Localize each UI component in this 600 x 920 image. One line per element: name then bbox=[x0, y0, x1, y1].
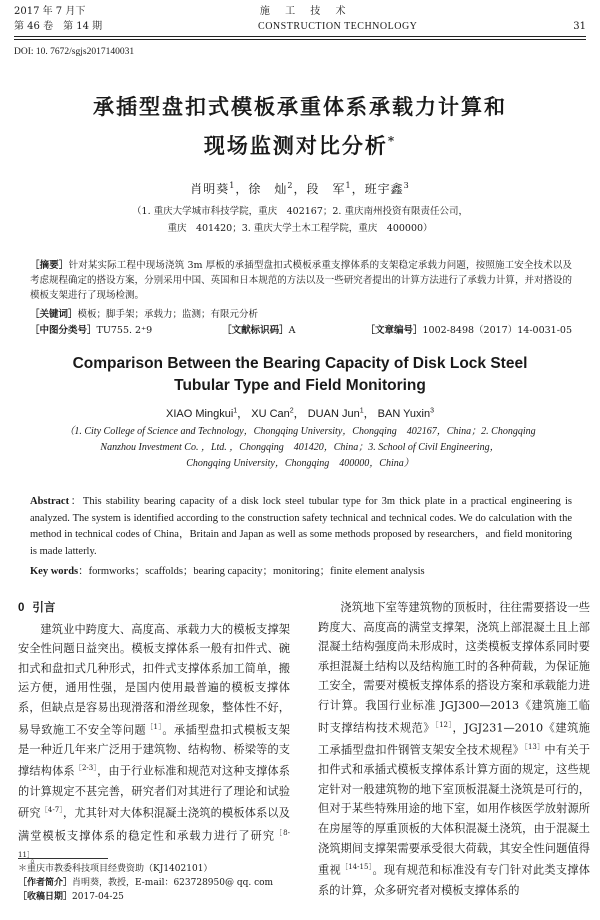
citation[interactable]: ［1］ bbox=[146, 722, 163, 731]
citation[interactable]: ［4-7］ bbox=[40, 806, 63, 815]
volume-issue: 第 46 卷 第 14 期 bbox=[14, 21, 103, 32]
header-rule bbox=[14, 36, 586, 37]
doi[interactable]: DOI: 10. 7672/sgjs2017140031 bbox=[14, 47, 135, 57]
abstract-text: ：This stability bearing capacity of a disk lock steel tubular type for 3m thick plate in a practical engineering is analyzed. The system is identified according to the construction safety technical and technical codes. We do calculation with the method in technical codes of China，Britain and Japan as well as some methods proposed by researchers，and field monitoring is made latterly. bbox=[30, 496, 572, 557]
chinese-title bbox=[0, 90, 600, 163]
english-affiliations: （1. City College of Science and Technology，Chongqing University，Chongqing 402167，China；2. Chongqing Nanzhou Investment Co. ，Ltd. ，Chongqing 401420，China；3. School of Civil Engineering， Chongqing University，Chongqing 400000，China） bbox=[64, 426, 536, 469]
citation[interactable]: ［2-3］ bbox=[74, 764, 98, 773]
citation[interactable]: ［8-11］ bbox=[18, 828, 290, 860]
footnotes bbox=[18, 862, 298, 904]
title-footnote-mark: * bbox=[387, 134, 397, 148]
author-name: XIAO Mingkui bbox=[166, 408, 234, 420]
paragraph: 建筑业中跨度大、高度高、承载力大的模板支撑架安全性问题日益突出。模板支撑体系一般有扣件式、碗扣式和盘扣式几种形式，扣件式支撑体系加工简单，搬运方便，通用性强，是国内使用最普遍的模板支撑体系，但缺点是容易出现滑落和滑丝现象，整体性不好，易导致施工不安全等问题$^{[1]}$。承插型盘扣式模板支架是一种近几年来广泛用于建筑物、结构物、桥梁等的支撑结构体系$^{[2-3]}$，由于行业标准和规范对这种支撑体系的计算规定不甚完善，研究者们对其进行了理论和试验研究$^{[4-7]}$，尤其针对大体积混凝土浇筑的模板体系以及满堂模板支撑体系的稳定性和承载力进行了研究$^{[8-11]}$。 bbox=[18, 622, 290, 865]
english-title: Comparison Between the Bearing Capacity of Disk Lock Steel Tubular Type and Field Monitoring bbox=[72, 355, 528, 394]
chinese-affiliations: （1. 重庆大学城市科技学院，重庆 402167；2. 重庆南州投资有限责任公司， 重庆 401420；3. 重庆大学土木工程学院，重庆 400000） bbox=[132, 206, 468, 234]
author-name: 班宇鑫 bbox=[364, 182, 404, 196]
abstract-label: ［摘要］ bbox=[30, 260, 69, 271]
chinese-title-line1: 承插型盘扣式模板承重体系承载力计算和 bbox=[93, 94, 507, 119]
english-authors: XIAO Mingkui$^1$， XU Can$^2$， DUAN Jun$^1$， BAN Yuxin$^3$ bbox=[166, 407, 434, 420]
received-date: ［收稿日期］2017-04-25 bbox=[18, 892, 124, 902]
keywords-label: ［关键词］ bbox=[30, 309, 78, 320]
header-rule-thin bbox=[14, 39, 586, 40]
journal-name-cn: 施 工 技 术 bbox=[259, 6, 352, 17]
body-column-left bbox=[18, 598, 290, 868]
author-name: 徐 灿 bbox=[248, 182, 288, 196]
document-code: A bbox=[288, 325, 296, 336]
page-number: 31 bbox=[573, 21, 586, 32]
citation[interactable]: ［13］ bbox=[524, 742, 545, 751]
running-header bbox=[14, 6, 586, 33]
fund-note: ＊重庆市教委科技项目经费资助（KJ1402101） bbox=[18, 864, 213, 874]
section-title: 引言 bbox=[32, 600, 56, 614]
author-name: 肖明葵 bbox=[190, 182, 230, 196]
section-heading bbox=[18, 598, 290, 619]
author-name: XU Can bbox=[251, 408, 290, 420]
chinese-title-line2: 现场监测对比分析 bbox=[203, 133, 388, 158]
abstract-text: 针对某实际工程中现场浇筑 3m 厚板的承插型盘扣式模板承重支撑体系的支架稳定承载力问题，按照施工安全技术以及考虑规程确定的搭设方案，分别采用中国、英国和日本规范的方法以及一些研究者提出的计算方法进行了承载力计算，并对搭设的模板支架进行了现场检测。 bbox=[30, 260, 572, 301]
keywords-text: 模板；脚手架；承载力；监测；有限元分析 bbox=[77, 309, 259, 320]
chinese-keywords bbox=[30, 306, 572, 320]
body-column-right bbox=[318, 598, 590, 900]
journal-name-en: CONSTRUCTION TECHNOLOGY bbox=[258, 21, 418, 32]
chinese-abstract bbox=[30, 258, 572, 303]
author-name: 段 军 bbox=[306, 182, 346, 196]
keywords-text: ：formworks；scaffolds；bearing capacity；monitoring；finite element analysis bbox=[78, 566, 425, 577]
issue-date: 2017 年 7 月下 bbox=[14, 6, 86, 17]
chinese-authors: 肖明葵$^1$，徐 灿$^2$，段 军$^1$，班宇鑫$^3$ bbox=[190, 181, 410, 196]
keywords-label: Key words bbox=[30, 566, 79, 577]
author-name: BAN Yuxin bbox=[377, 408, 431, 420]
english-abstract bbox=[30, 494, 572, 560]
clc-number: TU755. 2⁺9 bbox=[96, 325, 153, 336]
paragraph: 浇筑地下室等建筑物的顶板时，往往需要搭设一些跨度大、高度高的满堂支撑架，浇筑上部混凝土且上部混凝土结构强度尚未形成时，这类模板支撑体系同时要承担混凝土结构以及结构施工时的各种荷载，为保证施工安全，需要对模板支撑体系的搭设方案和承载能力进行计算。我国行业标准 JGJ300—2013《建筑施工临时支撑结构技术规范》$^{[12]}$，JGJ231—2010《建筑施工承插型盘扣件钢管支架安全技术规程》$^{[13]}$中有关于扣件式和承插式模板支撑体系计算方面的规定，这些规定针对一般建筑物的地下室顶板混凝土浇筑是可行的，但对于某些特殊用途的地下室，如用作核医学放射源所在房屋等的厚重顶板的大体积混凝土浇筑，由于混凝土浇筑期间支撑架需要承受很大荷载，其安全性问题值得重视$^{[14-15]}$。现有规范和标准没有专门针对此类支撑体系的计算，众多研究者对模板支撑体系的 bbox=[318, 601, 590, 897]
citation[interactable]: ［12］ bbox=[435, 720, 453, 729]
english-keywords bbox=[30, 563, 572, 578]
footnote-rule bbox=[18, 858, 108, 859]
abstract-label: Abstract bbox=[30, 496, 70, 507]
classification-line: ［中图分类号］TU755. 2⁺9 ［文献标识码］A ［文章编号］1002-8498（2017）14-0031-05 bbox=[30, 325, 572, 336]
author-note: ［作者简介］肖明葵，教授，E-mail：623728950@ qq. com bbox=[18, 878, 274, 888]
author-name: DUAN Jun bbox=[307, 408, 360, 420]
section-number: 0 bbox=[18, 602, 25, 614]
article-number: 1002-8498（2017）14-0031-05 bbox=[422, 325, 572, 336]
citation[interactable]: ［14-15］ bbox=[340, 863, 373, 872]
